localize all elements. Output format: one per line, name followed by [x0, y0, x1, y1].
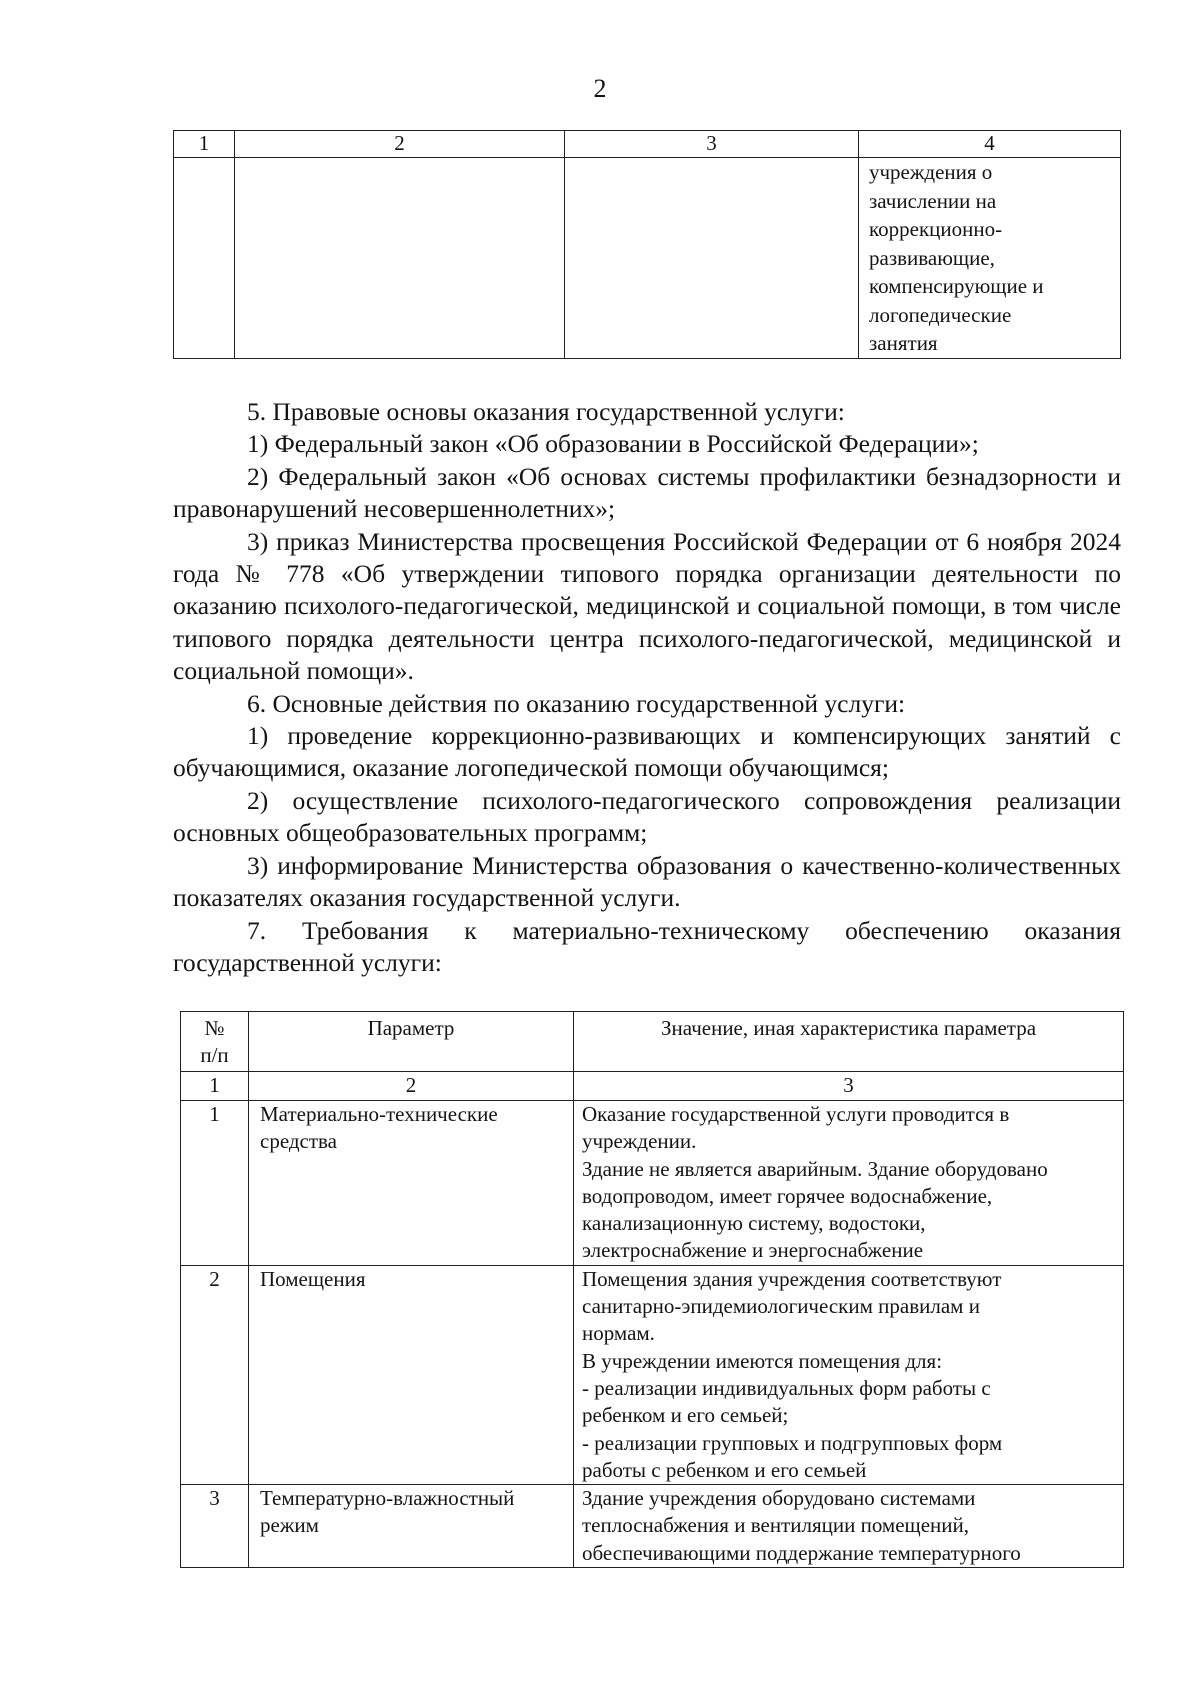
table-row: [181, 1101, 1124, 1266]
cell-line: занятия: [869, 331, 938, 355]
table-cell: [565, 158, 859, 359]
parameter-cell: [249, 1265, 574, 1484]
table-row: [181, 1485, 1124, 1568]
cell-line: теплоснабжения и вентиляции помещений,: [582, 1513, 969, 1538]
cell-line: Здание не является аварийным. Здание оборудовано: [582, 1156, 1048, 1181]
cell-line: - реализации индивидуальных форм работы с: [582, 1375, 991, 1400]
requirements-table: [180, 1011, 1124, 1568]
column-number: 3: [574, 1072, 1124, 1101]
cell-line: логопедические: [869, 302, 1012, 327]
list-item: 1) проведение коррекционно-развивающих и компенсирующих занятий с обучающимися, оказание логопедической помощи обучающимся;: [173, 721, 1121, 783]
row-number: 1: [181, 1101, 249, 1266]
table-row: [174, 158, 1121, 359]
cell-line: Помещения здания учреждения соответствуют: [582, 1266, 1002, 1291]
parameter-cell: [249, 1485, 574, 1568]
value-cell: [574, 1485, 1124, 1568]
cell-line: санитарно-эпидемиологическим правилам и: [582, 1294, 980, 1319]
cell-line: канализационную систему, водостоки,: [582, 1211, 926, 1236]
cell-line: - реализации групповых и подгрупповых форм: [582, 1430, 1003, 1455]
value-cell: [574, 1265, 1124, 1484]
header-cell: 1: [174, 131, 235, 158]
cell-line: Здание учреждения оборудовано системами: [582, 1486, 976, 1511]
continued-table: [173, 130, 1121, 359]
list-item: 3) информирование Министерства образования о качественно-количественных показателях оказания государственной услуги.: [173, 850, 1121, 913]
section-heading: 6. Основные действия по оказанию государственной услуги:: [247, 688, 906, 718]
cell-line: компенсирующие и: [869, 274, 1044, 298]
list-item: 2) осуществление психолого-педагогического сопровождения реализации основных общеобразовательных программ;: [173, 785, 1121, 848]
cell-line: средства: [260, 1129, 338, 1154]
page-number: 2: [593, 74, 607, 103]
header-cell-value: Значение, иная характеристика параметра: [574, 1012, 1124, 1072]
parameter-cell: [249, 1101, 574, 1266]
cell-line: водопроводом, имеет горячее водоснабжение,: [582, 1183, 993, 1208]
cell-line: учреждения о: [869, 160, 993, 184]
table-row: [181, 1265, 1124, 1484]
cell-line: В учреждении имеются помещения для:: [582, 1348, 943, 1373]
cell-line: обеспечивающими поддержание температурного: [582, 1540, 1021, 1565]
cell-line: режим: [260, 1513, 319, 1538]
row-number: 3: [181, 1485, 249, 1568]
header-cell-parameter: Параметр: [249, 1012, 574, 1072]
header-cell-number: № п/п: [181, 1012, 249, 1072]
cell-line: ребенком и его семьей;: [582, 1403, 789, 1428]
header-cell: 4: [859, 131, 1121, 158]
cell-line: учреждении.: [582, 1129, 697, 1154]
table-header-row: [181, 1012, 1124, 1072]
section-heading: 5. Правовые основы оказания государственной услуги:: [247, 397, 845, 426]
column-number: 2: [249, 1072, 574, 1101]
section-heading: 7. Требования к материально-техническому обеспечению оказания государственной услуги:: [173, 915, 1121, 977]
list-item: 1) Федеральный закон «Об образовании в Российской Федерации»;: [247, 429, 979, 459]
table-cell: [859, 158, 1121, 359]
cell-line: Помещения: [260, 1266, 366, 1291]
column-number: 1: [181, 1072, 249, 1101]
cell-line: Материально-технические: [260, 1102, 498, 1126]
table-cell: [235, 158, 565, 359]
table-header-row: [174, 131, 1121, 158]
list-item: 2) Федеральный закон «Об основах системы профилактики безнадзорности и правонарушений несовершеннолетних»;: [173, 461, 1121, 524]
value-cell: [574, 1101, 1124, 1266]
cell-line: электроснабжение и энергоснабжение: [582, 1238, 924, 1263]
header-cell: 3: [565, 131, 859, 158]
cell-line: Температурно-влажностный: [260, 1486, 515, 1511]
document-body: [173, 396, 1121, 979]
cell-line: Оказание государственной услуги проводится в: [582, 1102, 1010, 1126]
cell-line: нормам.: [582, 1321, 655, 1346]
cell-line: зачислении на: [869, 188, 997, 213]
cell-line: развивающие,: [869, 245, 995, 270]
table-cell: [174, 158, 235, 359]
header-cell: 2: [235, 131, 565, 158]
cell-line: работы с ребенком и его семьей: [582, 1457, 867, 1482]
column-number-row: [181, 1072, 1124, 1101]
list-item: 3) приказ Министерства просвещения Российской Федерации от 6 ноября 2024 года № 778 «Об утверждении типового порядка организации деятельности по оказанию психолого-педагогической, медицинской и социальной помощи, в том числе типового порядка деятельности центра психолого-педагогической, медицинской и социальной помощи».: [173, 526, 1121, 686]
row-number: 2: [181, 1265, 249, 1484]
cell-line: коррекционно-: [869, 217, 1003, 241]
